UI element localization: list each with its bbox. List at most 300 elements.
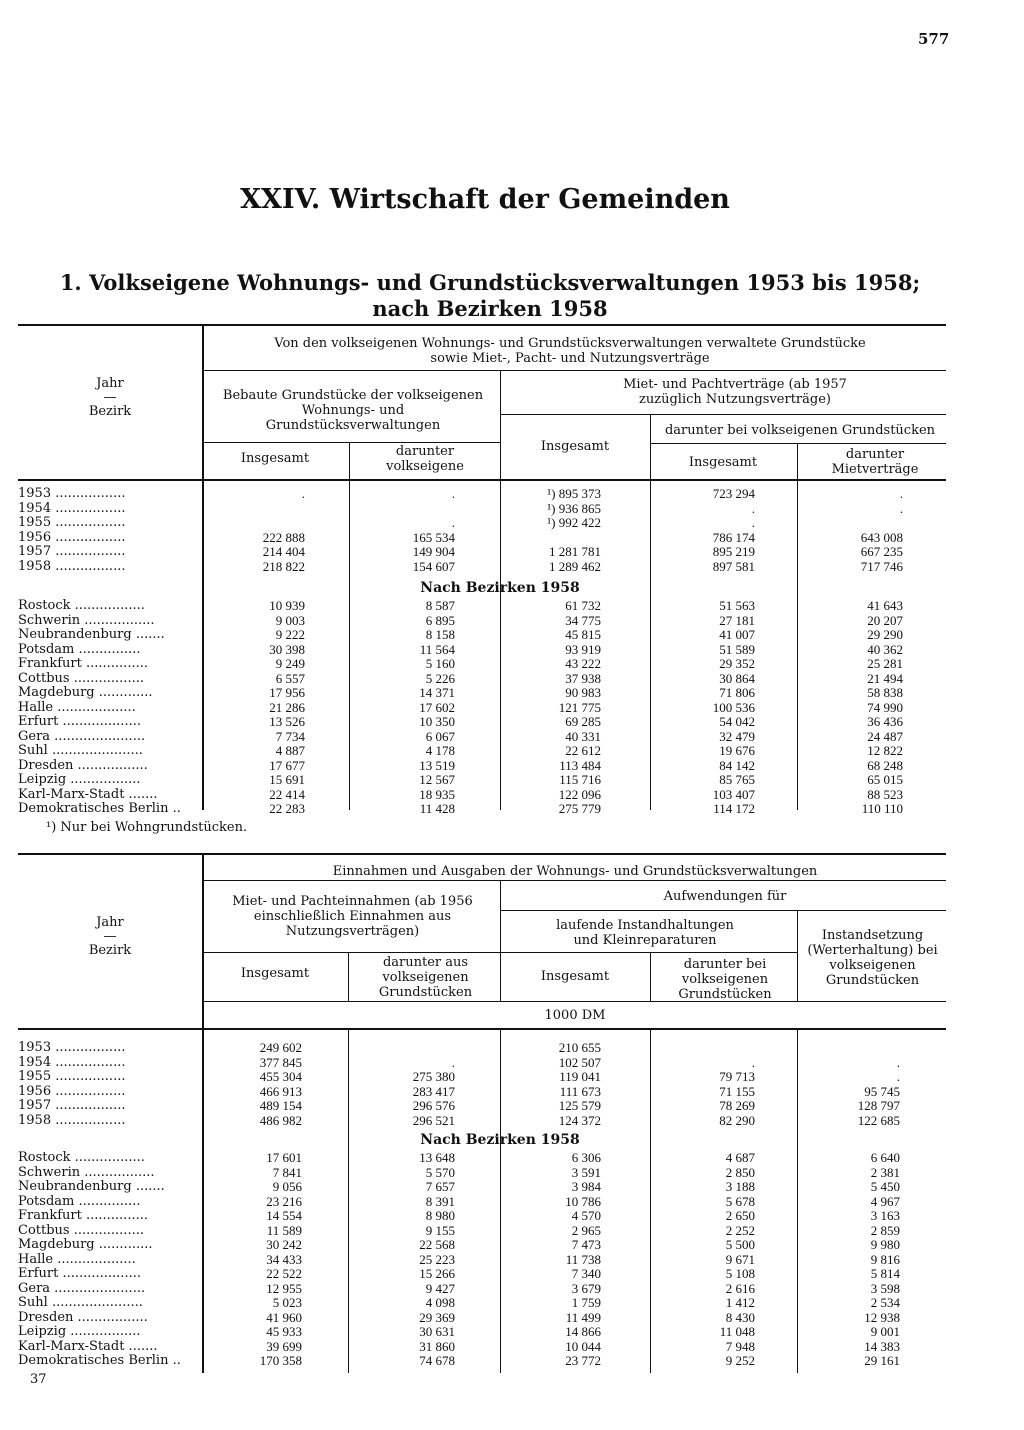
header-top: Einnahmen und Ausgaben der Wohnungs- und Grundstücksverwaltungen — [332, 864, 818, 879]
rule — [650, 443, 946, 444]
col-label: Insgesamt — [688, 455, 758, 470]
row-label: 1956 ................. — [18, 1084, 126, 1099]
table-cell: 4 967 — [870, 1193, 900, 1209]
table-cell: 65 015 — [867, 772, 903, 787]
table-cell: 17 677 — [269, 757, 305, 773]
row-label: Potsdam ............... — [18, 1194, 141, 1209]
table-cell: 41 960 — [266, 1309, 302, 1325]
table-cell: . — [751, 500, 755, 516]
table-cell: 283 417 — [412, 1083, 455, 1099]
table-cell: 17 602 — [419, 699, 455, 715]
rule — [650, 952, 651, 1001]
table-cell: 1 281 781 — [549, 544, 601, 559]
row-label: Dresden ................. — [18, 758, 148, 773]
table-cell: . — [899, 486, 903, 501]
row-label: Dresden ................. — [18, 1310, 148, 1325]
header-bebaut: Bebaute Grundstücke der volkseigenen Wohnungs- und Grundstücksverwaltungen — [222, 388, 484, 433]
table-cell: 6 557 — [275, 670, 305, 686]
table-cell: 8 980 — [425, 1208, 455, 1223]
table-cell: 6 895 — [425, 612, 455, 628]
stub-head — [40, 916, 180, 958]
row-label: 1955 ................. — [18, 1070, 126, 1084]
row-label: Gera ...................... — [18, 1281, 146, 1296]
table-cell: 34 433 — [266, 1251, 302, 1267]
table-cell: 9 001 — [870, 1324, 900, 1339]
table-cell: 7 473 — [571, 1237, 601, 1252]
rule — [203, 1001, 946, 1002]
col-label: darunter Mietverträge — [831, 447, 919, 477]
table-cell: 4 098 — [425, 1295, 455, 1310]
table-cell: 11 048 — [719, 1324, 755, 1339]
rule — [500, 880, 501, 1001]
table-cell: 275 380 — [412, 1069, 455, 1084]
table-cell: 69 285 — [565, 714, 601, 729]
row-label: 1955 ................. — [18, 516, 126, 530]
table-cell: 9 980 — [870, 1237, 900, 1252]
table-cell: 128 797 — [857, 1098, 900, 1113]
table-cell: 486 982 — [259, 1112, 302, 1128]
table-cell: 22 522 — [266, 1266, 302, 1281]
table-cell: ¹) 992 422 — [547, 515, 601, 530]
table-cell: 3 598 — [870, 1280, 900, 1296]
table-cell: 111 673 — [559, 1083, 601, 1099]
table-cell: 2 616 — [725, 1280, 755, 1296]
table-cell: 45 815 — [565, 627, 601, 642]
table-cell: 29 290 — [867, 627, 903, 642]
table-cell: 54 042 — [719, 714, 755, 729]
table-cell: 9 056 — [272, 1179, 302, 1194]
table-cell: 6 640 — [870, 1150, 900, 1165]
table-cell — [615, 1041, 755, 1055]
table-cell: 149 904 — [412, 544, 455, 559]
rule — [18, 479, 946, 481]
table-cell: 210 655 — [558, 1040, 601, 1055]
table-cell: 6 067 — [425, 728, 455, 744]
table-cell: ¹) 936 865 — [547, 500, 601, 516]
table-cell: 3 679 — [571, 1280, 601, 1296]
row-label: Suhl ...................... — [18, 1296, 143, 1310]
table-cell: 79 713 — [719, 1069, 755, 1084]
row-label: Magdeburg ............. — [18, 686, 153, 700]
table-cell: 71 155 — [719, 1083, 755, 1099]
table-cell: 95 745 — [864, 1083, 900, 1099]
stub-head-dash: — — [103, 929, 117, 944]
stub-head-bezirk: Bezirk — [88, 404, 132, 419]
table-cell: . — [451, 1054, 455, 1070]
table-cell: 41 643 — [867, 598, 903, 613]
table-cell: 10 786 — [565, 1193, 601, 1209]
table-cell: 17 601 — [266, 1150, 302, 1165]
row-label: 1953 ................. — [18, 1041, 126, 1055]
table-cell: 8 430 — [725, 1309, 755, 1325]
table-cell: 30 631 — [419, 1324, 455, 1339]
table-cell: 40 331 — [565, 728, 601, 744]
table-cell: 22 612 — [565, 743, 601, 758]
table-cell: 2 381 — [870, 1164, 900, 1180]
table-cell: 125 579 — [558, 1098, 601, 1113]
table-cell: 122 096 — [558, 786, 601, 802]
table-cell: 45 933 — [266, 1324, 302, 1339]
rule — [348, 952, 349, 1001]
row-label: Demokratisches Berlin .. — [18, 802, 181, 816]
table-cell: 7 657 — [425, 1179, 455, 1194]
table-cell: 5 814 — [870, 1266, 900, 1281]
header-darunter-bei: darunter bei volkseigenen Grundstücken — [664, 423, 936, 438]
row-label: Halle ................... — [18, 700, 136, 715]
table-cell: 5 226 — [425, 670, 455, 686]
table-cell: 27 181 — [719, 612, 755, 628]
table-cell: 1 289 462 — [549, 558, 601, 574]
table-cell: 9 816 — [870, 1251, 900, 1267]
table-cell: 4 178 — [425, 743, 455, 758]
table-cell: 39 699 — [266, 1338, 302, 1354]
table-cell: 15 691 — [269, 772, 305, 787]
row-label: Demokratisches Berlin .. — [18, 1354, 181, 1368]
table-cell: 31 860 — [419, 1338, 455, 1354]
row-label: 1956 ................. — [18, 530, 126, 545]
table-cell: 249 602 — [259, 1040, 302, 1055]
table-cell: 10 350 — [419, 714, 455, 729]
table-cell: 723 294 — [712, 486, 755, 501]
table-cell: 8 158 — [425, 627, 455, 642]
table-2-subhead: Nach Bezirken 1958 — [420, 1132, 580, 1148]
table-cell: 14 371 — [419, 685, 455, 700]
table-cell: 2 859 — [870, 1222, 900, 1238]
rule — [18, 1028, 946, 1030]
row-label: Erfurt ................... — [18, 1267, 141, 1281]
table-cell: 58 838 — [867, 685, 903, 700]
table-cell: 3 591 — [571, 1164, 601, 1180]
col-label: Insgesamt — [540, 969, 610, 984]
table-cell: 2 650 — [725, 1208, 755, 1223]
table-cell: 23 772 — [565, 1353, 601, 1368]
table-cell: 222 888 — [262, 529, 305, 545]
table-cell: 78 269 — [719, 1098, 755, 1113]
table-cell: 165 534 — [412, 529, 455, 545]
table-cell: 154 607 — [412, 558, 455, 574]
table-cell: 4 687 — [725, 1150, 755, 1165]
table-cell: 113 484 — [559, 757, 601, 773]
table-cell: 25 281 — [867, 656, 903, 671]
table-cell: 643 008 — [860, 529, 903, 545]
col-label: Insgesamt — [540, 439, 610, 454]
table-cell: 9 249 — [275, 656, 305, 671]
table-cell: 2 965 — [571, 1222, 601, 1238]
row-label: Schwerin ................. — [18, 1165, 155, 1180]
table-cell: 71 806 — [719, 685, 755, 700]
table-cell — [760, 1041, 900, 1055]
table-cell: 11 564 — [419, 641, 455, 657]
header-instandsetzung: Instandsetzung (Werterhaltung) bei volkseigenen Grundstücken — [807, 928, 938, 988]
table-cell: 7 841 — [272, 1164, 302, 1180]
table-cell: 214 404 — [262, 544, 305, 559]
table-cell: 296 521 — [412, 1112, 455, 1128]
table-cell: 13 648 — [419, 1150, 455, 1165]
row-label: 1958 ................. — [18, 559, 126, 574]
table-cell — [165, 516, 305, 530]
table-cell: 5 570 — [425, 1164, 455, 1180]
table-cell: 61 732 — [565, 598, 601, 613]
row-label: Suhl ...................... — [18, 744, 143, 758]
row-label: Frankfurt ............... — [18, 1209, 148, 1223]
table-cell: 895 219 — [712, 544, 755, 559]
table-cell: 121 775 — [558, 699, 601, 715]
table-cell: 103 407 — [712, 786, 755, 802]
table-cell: 5 108 — [725, 1266, 755, 1281]
table-cell: 4 887 — [275, 743, 305, 758]
table-cell: 11 428 — [419, 801, 455, 816]
table-cell: 93 919 — [565, 641, 601, 657]
table-cell: 84 142 — [719, 757, 755, 773]
table-cell: 455 304 — [259, 1069, 302, 1084]
table-cell: 124 372 — [558, 1112, 601, 1128]
table-cell: . — [451, 515, 455, 530]
table-cell: 12 822 — [867, 743, 903, 758]
row-label: Potsdam ............... — [18, 642, 141, 657]
table-cell: 23 216 — [266, 1193, 302, 1209]
row-label: 1957 ................. — [18, 545, 126, 559]
table-cell: 3 163 — [870, 1208, 900, 1223]
table-cell: 9 252 — [725, 1353, 755, 1368]
table-cell: 377 845 — [259, 1054, 302, 1070]
table-cell: 51 563 — [719, 598, 755, 613]
table-cell: . — [751, 1054, 755, 1070]
table-cell: 8 391 — [425, 1193, 455, 1209]
table-cell: 8 587 — [425, 598, 455, 613]
table-cell: 114 172 — [713, 801, 755, 816]
table-cell: 14 866 — [565, 1324, 601, 1339]
header-einnahmen: Miet- und Pachteinnahmen (ab 1956 einschließlich Einnahmen aus Nutzungsverträgen) — [232, 894, 473, 939]
table-cell: 36 436 — [867, 714, 903, 729]
table-cell: 19 676 — [719, 743, 755, 758]
table-cell: 12 955 — [266, 1280, 302, 1296]
row-label: Cottbus ................. — [18, 671, 144, 686]
table-cell: 786 174 — [712, 529, 755, 545]
row-label: Erfurt ................... — [18, 715, 141, 729]
table-cell — [165, 502, 305, 516]
table-cell: 2 534 — [870, 1295, 900, 1310]
rule — [500, 414, 946, 415]
row-label: Schwerin ................. — [18, 613, 155, 628]
table-cell: 41 007 — [719, 627, 755, 642]
table-cell: 32 479 — [719, 728, 755, 744]
row-label: 1954 ................. — [18, 501, 126, 516]
table-cell: 5 160 — [425, 656, 455, 671]
table-cell: 12 567 — [419, 772, 455, 787]
row-label: Halle ................... — [18, 1252, 136, 1267]
unit-label: 1000 DM — [544, 1008, 606, 1023]
table-cell: 489 154 — [259, 1098, 302, 1113]
table-cell: 122 685 — [857, 1112, 900, 1128]
stub-head — [40, 377, 180, 419]
row-label: Karl-Marx-Stadt ....... — [18, 1339, 158, 1354]
table-cell: 717 746 — [860, 558, 903, 574]
col-label: Insgesamt — [240, 451, 310, 466]
table-cell: 24 487 — [867, 728, 903, 744]
col-label: darunter volkseigene — [386, 444, 464, 474]
table-cell: 9 222 — [275, 627, 305, 642]
table-cell: 9 427 — [425, 1280, 455, 1296]
stub-head-jahr: Jahr — [96, 376, 124, 391]
table-cell: 2 850 — [725, 1164, 755, 1180]
table-cell: 90 983 — [565, 685, 601, 700]
table-cell: 11 499 — [565, 1309, 601, 1325]
table-cell: 74 678 — [419, 1353, 455, 1368]
rule — [203, 442, 500, 443]
table-1-subhead: Nach Bezirken 1958 — [420, 580, 580, 596]
table-cell: 7 340 — [571, 1266, 601, 1281]
table-cell: 13 519 — [419, 757, 455, 773]
table-cell: 17 956 — [269, 685, 305, 700]
table-cell: 170 358 — [259, 1353, 302, 1368]
table-cell: 119 041 — [559, 1069, 601, 1084]
table-cell: 102 507 — [558, 1054, 601, 1070]
table-cell: 10 044 — [565, 1338, 601, 1354]
table-cell: 10 939 — [269, 598, 305, 613]
table-cell: 22 414 — [269, 786, 305, 802]
table-cell: 897 581 — [712, 558, 755, 574]
table-cell: 6 306 — [571, 1150, 601, 1165]
table-cell: 21 286 — [269, 699, 305, 715]
col-label: darunter aus volkseigenen Grundstücken — [378, 955, 473, 1000]
table-cell: 25 223 — [419, 1251, 455, 1267]
row-label: Magdeburg ............. — [18, 1238, 153, 1252]
table-cell: 82 290 — [719, 1112, 755, 1128]
row-label: Rostock ................. — [18, 1151, 145, 1165]
table-cell: 14 554 — [266, 1208, 302, 1223]
rule — [203, 370, 946, 371]
rule — [500, 910, 946, 911]
header-top: Von den volkseigenen Wohnungs- und Grundstücksverwaltungen verwaltete Grundstücke sowie Miet-, Pacht- und Nutzungsverträge — [274, 336, 866, 366]
table-cell: 4 570 — [571, 1208, 601, 1223]
stub-head-jahr: Jahr — [96, 915, 124, 930]
table-cell: 22 568 — [419, 1237, 455, 1252]
table-cell: 110 110 — [861, 801, 903, 816]
table-cell: 30 242 — [266, 1237, 302, 1252]
table-cell: 1 412 — [725, 1295, 755, 1310]
table-cell — [763, 516, 903, 530]
table-cell: . — [896, 1054, 900, 1070]
table-cell: 296 576 — [412, 1098, 455, 1113]
table-cell: . — [896, 1069, 900, 1084]
table-cell: 275 779 — [558, 801, 601, 816]
table-cell: 14 383 — [864, 1338, 900, 1354]
table-cell: 466 913 — [259, 1083, 302, 1099]
table-cell: 100 536 — [712, 699, 755, 715]
header-aufwendungen: Aufwendungen für — [663, 889, 787, 904]
table-cell: 5 678 — [725, 1193, 755, 1209]
row-label: Karl-Marx-Stadt ....... — [18, 787, 158, 802]
table-cell: ¹) 895 373 — [547, 486, 601, 501]
table-cell: 68 248 — [867, 757, 903, 773]
table-cell: 30 398 — [269, 641, 305, 657]
table-cell — [315, 502, 455, 516]
table-cell: 5 500 — [725, 1237, 755, 1252]
table-cell: 29 161 — [864, 1353, 900, 1368]
header-laufende: laufende Instandhaltungen und Kleinreparaturen — [556, 918, 734, 948]
col-label: Insgesamt — [240, 966, 310, 981]
row-label: Leipzig ................. — [18, 773, 141, 787]
table-cell: 5 023 — [272, 1295, 302, 1310]
row-label: Gera ...................... — [18, 729, 146, 744]
table-cell: 88 523 — [867, 786, 903, 802]
table-cell: 3 188 — [725, 1179, 755, 1194]
sheet-number: 37 — [30, 1372, 47, 1387]
table-cell: 3 984 — [571, 1179, 601, 1194]
table-cell: 51 589 — [719, 641, 755, 657]
page-number: 577 — [918, 30, 950, 48]
row-label: Rostock ................. — [18, 599, 145, 613]
header-miet: Miet- und Pachtverträge (ab 1957 zuzüglich Nutzungsverträge) — [623, 377, 847, 407]
table-cell: 43 222 — [565, 656, 601, 671]
rule — [18, 324, 946, 326]
table-cell: 18 935 — [419, 786, 455, 802]
table-cell: 667 235 — [860, 544, 903, 559]
rule — [18, 853, 946, 855]
table-cell: 13 526 — [269, 714, 305, 729]
section-title-line1: 1. Volkseigene Wohnungs- und Grundstücksverwaltungen 1953 bis 1958; — [59, 270, 921, 295]
table-cell: . — [899, 500, 903, 516]
table-cell: 15 266 — [419, 1266, 455, 1281]
table-cell: 11 738 — [565, 1251, 601, 1267]
table-cell: 40 362 — [867, 641, 903, 657]
table-cell: 34 775 — [565, 612, 601, 628]
table-cell: 218 822 — [262, 558, 305, 574]
row-label: 1953 ................. — [18, 487, 126, 501]
table-cell: 5 450 — [870, 1179, 900, 1194]
table-cell: 74 990 — [867, 699, 903, 715]
row-label: Neubrandenburg ....... — [18, 628, 165, 642]
section-title — [0, 270, 980, 322]
table-cell: 7 734 — [275, 728, 305, 744]
table-cell: 21 494 — [867, 670, 903, 686]
table-cell: . — [751, 515, 755, 530]
table-cell: 9 155 — [425, 1222, 455, 1238]
row-label: 1958 ................. — [18, 1113, 126, 1128]
row-label: Neubrandenburg ....... — [18, 1180, 165, 1194]
table-cell: 37 938 — [565, 670, 601, 686]
table-cell: 29 369 — [419, 1309, 455, 1325]
col-label: darunter bei volkseigenen Grundstücken — [678, 957, 772, 1002]
rule — [797, 910, 798, 1001]
table-cell: 12 938 — [864, 1309, 900, 1325]
table-cell: 20 207 — [867, 612, 903, 628]
table-cell: 85 765 — [719, 772, 755, 787]
table-cell: 9 003 — [275, 612, 305, 628]
stub-head-dash: — — [103, 390, 117, 405]
row-label: Frankfurt ............... — [18, 657, 148, 671]
table-cell — [315, 1041, 455, 1055]
table-cell: 7 948 — [725, 1338, 755, 1354]
row-label: 1954 ................. — [18, 1055, 126, 1070]
row-label: 1957 ................. — [18, 1099, 126, 1113]
table-cell: 29 352 — [719, 656, 755, 671]
table-cell: 115 716 — [559, 772, 601, 787]
stub-head-bezirk: Bezirk — [88, 943, 132, 958]
footnote: ¹) Nur bei Wohngrundstücken. — [46, 820, 248, 835]
row-label: Cottbus ................. — [18, 1223, 144, 1238]
table-cell: 9 671 — [725, 1251, 755, 1267]
table-cell: 1 759 — [571, 1295, 601, 1310]
table-cell: 22 283 — [269, 801, 305, 816]
table-cell: . — [451, 486, 455, 501]
chapter-title: XXIV. Wirtschaft der Gemeinden — [240, 184, 730, 215]
table-cell: 30 864 — [719, 670, 755, 686]
table-cell: . — [301, 486, 305, 501]
table-cell: 11 589 — [266, 1222, 302, 1238]
rule — [203, 880, 946, 881]
row-label: Leipzig ................. — [18, 1325, 141, 1339]
